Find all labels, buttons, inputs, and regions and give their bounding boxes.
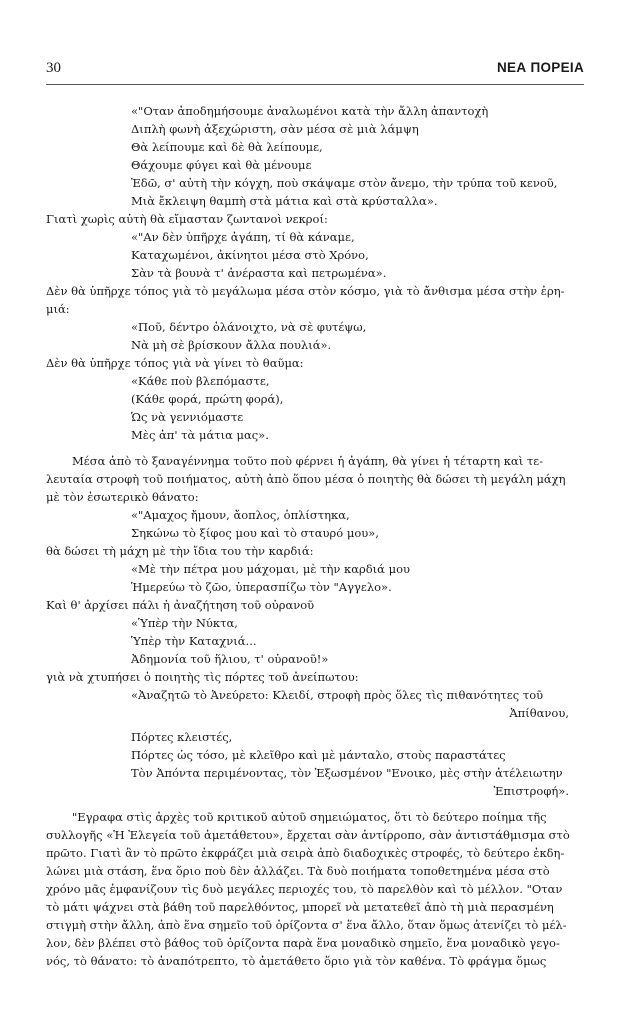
- text-line: Σηκώνω τὸ ξίφος μου καὶ τὸ σταυρό μου»,: [131, 526, 379, 540]
- text-line: Διπλὴ φωνὴ ἀξεχώριστη, σὰν μέσα σὲ μιὰ λάμψη: [131, 122, 419, 136]
- text-line: γιὰ νὰ χτυπήσει ὁ ποιητὴς τὶς πόρτες τοῦ ἀνείπωτου:: [46, 670, 359, 684]
- text-line: Πόρτες κλειστές,: [131, 730, 233, 744]
- text-line: Ἀδημονία τοῦ ἥλιου, τ' οὐρανοῦ!»: [131, 652, 329, 666]
- text-line: χρόνο μᾶς ἐμφανίζουν τὶς δυὸ μεγάλες περιοχές του, τὸ παρελθὸν καὶ τὸ μέλλον. "Οταν: [46, 882, 563, 896]
- text-line: «Ποῦ, δέντρο ὁλάνοιχτο, νὰ σὲ φυτέψω,: [131, 320, 367, 334]
- text-line: «Ἀναζητῶ τὸ Ἀνεύρετο: Κλειδί, στροφὴ πρὸς ὅλες τὶς πιθανότητες τοῦ: [131, 688, 544, 702]
- text-line: λώνει μιὰ στάση, ἕνα ὅριο ποὺ δὲν ἀλλάζει. Τὰ δυὸ ποιήματα τοποθετημένα μέσα στὸ: [46, 864, 550, 878]
- text-line: "Εγραφα στὶς ἀρχὲς τοῦ κριτικοῦ αὐτοῦ σημειώματος, ὅτι τὸ δεύτερο ποίημα τῆς: [72, 810, 547, 824]
- text-line: Θάχουμε φύγει καὶ θὰ μένουμε: [131, 158, 312, 172]
- text-line: «Κάθε ποὺ βλεπόμαστε,: [131, 374, 270, 388]
- text-line: Τὸν Ἀπόντα περιμένοντας, τὸν Ἐξωσμένον "Ενοικο, μὲς στὴν ἀτέλειωτην: [131, 766, 563, 780]
- text-line: «"Αν δὲν ὑπῆρχε ἀγάπη, τί θὰ κάναμε,: [131, 230, 355, 244]
- text-line: «Μὲ τὴν πέτρα μου μάχομαι, μὲ τὴν καρδιά μου: [131, 562, 410, 576]
- text-line: τὸ μάτι ψάχνει στὰ βάθη τοῦ παρελθόντος, μπορεῖ νὰ μετατεθεῖ ἀπὸ τὴ μιὰ περασμένη: [46, 900, 554, 914]
- text-line: λον, δὲν βλέπει στὸ βάθος τοῦ ὁρίζοντα παρὰ ἕνα μοναδικὸ σημεῖο, ἕνα μοναδικὸ γεγο-: [46, 936, 560, 950]
- text-line: Ὡς νὰ γεννιόμαστε: [131, 410, 244, 424]
- text-line: Δὲν θὰ ὑπῆρχε τόπος γιὰ νὰ γίνει τὸ θαῦμα:: [46, 356, 304, 370]
- text-line: Νὰ μὴ σὲ βρίσκουν ἄλλα πουλιά».: [131, 338, 332, 352]
- text-line: «"Οταν ἀποδημήσουμε ἀναλωμένοι κατὰ τὴν ἄλλη ἀπαντοχὴ: [131, 104, 489, 118]
- text-line: Μὲς ἀπ' τὰ μάτια μας».: [131, 428, 269, 442]
- text-line: Δὲν θὰ ὑπῆρχε τόπος γιὰ τὸ μεγάλωμα μέσα στὸν κόσμο, γιὰ τὸ ἄνθισμα μέσα στὴν ἐρη-: [46, 284, 565, 298]
- text-line: Ἐδῶ, σ' αὐτὴ τὴν κόγχη, ποὺ σκάψαμε στὸν ἄνεμο, τὴν τρύπα τοῦ κενοῦ,: [131, 176, 558, 190]
- text-line: Πόρτες ὡς τόσο, μὲ κλεῖθρο καὶ μὲ μάνταλο, στοὺς παραστάτες: [131, 748, 506, 762]
- text-line: συλλογῆς «Ἡ Ἐλεγεία τοῦ ἀμετάθετου», ἔρχεται σὰν ἀντίρροπο, σὰν ἀντιστάθμισμα στὸ: [46, 828, 570, 842]
- text-line: νός, τὸ θάνατο: τὸ ἀναπότρεπτο, τὸ ἀμετάθετο ὅριο γιὰ τὸν καθένα. Τὸ φράγμα ὅμως: [46, 954, 547, 968]
- text-line: μιά:: [46, 302, 70, 316]
- text-line: Γιατὶ χωρὶς αὐτὴ θὰ εἴμασταν ζωντανοὶ νεκροί:: [46, 212, 328, 226]
- page-header: [46, 60, 584, 80]
- page-number: 30: [46, 60, 61, 76]
- text-line: Μιὰ ἔκλειψη θαμπὴ στὰ μάτια καὶ στὰ κρύσταλλα».: [131, 194, 438, 208]
- text-line: Ἡμερεύω τὸ ζῶο, ὑπερασπίζω τὸν "Αγγελο».: [131, 580, 392, 594]
- text-line: Θὰ λείπουμε καὶ δὲ θὰ λείπουμε,: [131, 140, 323, 154]
- text-line: (Κάθε φορά, πρώτη φορά),: [131, 392, 284, 406]
- text-line: πρῶτο. Γιατὶ ἂν τὸ πρῶτο ἐκφράζει μιὰ σειρὰ ἀπὸ διαδοχικὲς στροφές, τὸ δεύτερο ἐκδη-: [46, 846, 565, 860]
- text-line: λευταία στροφὴ τοῦ ποιήματος, αὐτὴ ἀπὸ ὅπου μέσα ὁ ποιητὴς θὰ δώσει τὴ μεγάλη μάχη: [46, 472, 566, 486]
- text-line: Ὑπὲρ τὴν Καταχνιά...: [131, 634, 257, 648]
- text-line: Σὰν τὰ βουνὰ τ' ἀνέραστα καὶ πετρωμένα».: [131, 266, 387, 280]
- text-line: στιγμὴ στὴν ἄλλη, ἀπὸ ἕνα σημεῖο τοῦ ὁρίζοντα σ' ἕνα ἄλλο, ὅταν ὅμως ἀτενίζει τὸ μέλ-: [46, 918, 567, 932]
- text-line: Καὶ θ' ἀρχίσει πάλι ἡ ἀναζήτηση τοῦ οὐρανοῦ: [46, 598, 315, 612]
- text-line: «Ὑπὲρ τὴν Νύκτα,: [131, 616, 238, 630]
- journal-title: ΝΕΑ ΠΟΡΕΙΑ: [496, 60, 584, 75]
- text-line: θὰ δώσει τὴ μάχη μὲ τὴν ἴδια του τὴν καρδιά:: [46, 544, 314, 558]
- text-line: μὲ τὸν ἐσωτερικὸ θάνατο:: [46, 490, 199, 504]
- text-line: Μέσα ἀπὸ τὸ ξαναγέννημα τοῦτο ποὺ φέρνει ἡ ἀγάπη, θὰ γίνει ἡ τέταρτη καὶ τε-: [72, 454, 544, 468]
- header-rule: [46, 84, 584, 85]
- text-line: «"Αμαχος ἤμουν, ἄοπλος, ὁπλίστηκα,: [131, 508, 350, 522]
- text-line: Ἀπίθανου,: [509, 706, 569, 720]
- text-line: Ἐπιστροφή».: [493, 784, 569, 798]
- text-line: Καταχωμένοι, ἀκίνητοι μέσα στὸ Χρόνο,: [131, 248, 369, 262]
